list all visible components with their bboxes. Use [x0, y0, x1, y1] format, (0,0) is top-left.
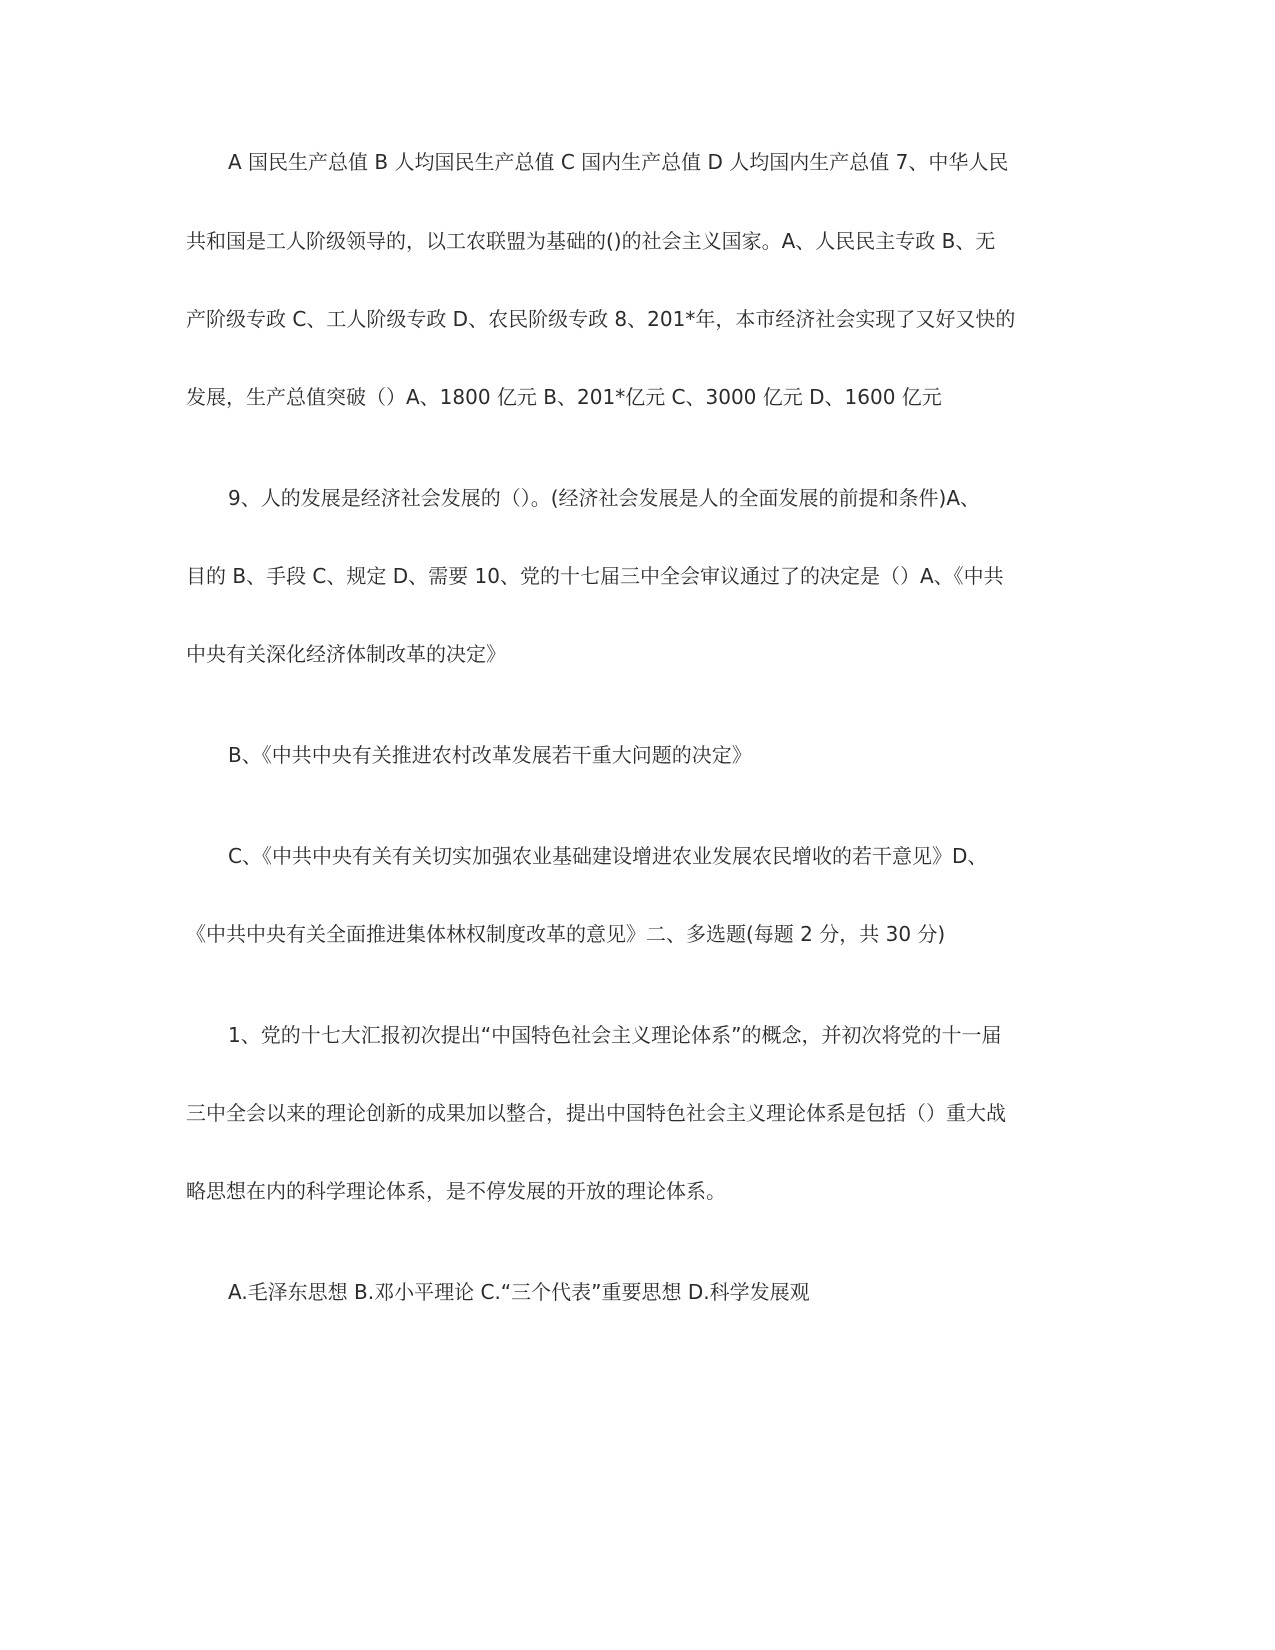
text-line-2: 共和国是工人阶级领导的，以工农联盟为基础的()的社会主义国家。A、人民民主专政 B、无	[186, 229, 996, 253]
text-line-7: 中央有关深化经济体制改革的决定》	[186, 642, 506, 666]
text-line-12: 三中全会以来的理论创新的成果加以整合，提出中国特色社会主义理论体系是包括（）重大战	[186, 1101, 1006, 1125]
text-line-1: A 国民生产总值 B 人均国民生产总值 C 国内生产总值 D 人均国内生产总值 7、中华人民	[228, 150, 1009, 174]
text-line-14: A.毛泽东思想 B.邓小平理论 C.“三个代表”重要思想 D.科学发展观	[228, 1280, 810, 1304]
text-line-4: 发展，生产总值突破（）A、1800 亿元 B、201*亿元 C、3000 亿元 D、1600 亿元	[186, 385, 942, 409]
text-line-8: B、《中共中央有关推进农村改革发展若干重大问题的决定》	[228, 743, 752, 767]
text-line-13: 略思想在内的科学理论体系，是不停发展的开放的理论体系。	[186, 1179, 726, 1203]
text-line-9: C、《中共中央有关有关切实加强农业基础建设增进农业发展农民增收的若干意见》D、	[228, 844, 988, 868]
text-line-3: 产阶级专政 C、工人阶级专政 D、农民阶级专政 8、201*年，本市经济社会实现了又好又快的	[186, 307, 1016, 331]
text-line-5: 9、人的发展是经济社会发展的（）。(经济社会发展是人的全面发展的前提和条件)A、	[228, 486, 981, 510]
text-line-6: 目的 B、手段 C、规定 D、需要 10、党的十七届三中全会审议通过了的决定是（）A、《中共	[186, 564, 1004, 588]
text-line-11: 1、党的十七大汇报初次提出“中国特色社会主义理论体系”的概念，并初次将党的十一届	[228, 1023, 1002, 1047]
text-line-10: 《中共中央有关全面推进集体林权制度改革的意见》二、多选题(每题 2 分，共 30 分)	[186, 922, 946, 946]
